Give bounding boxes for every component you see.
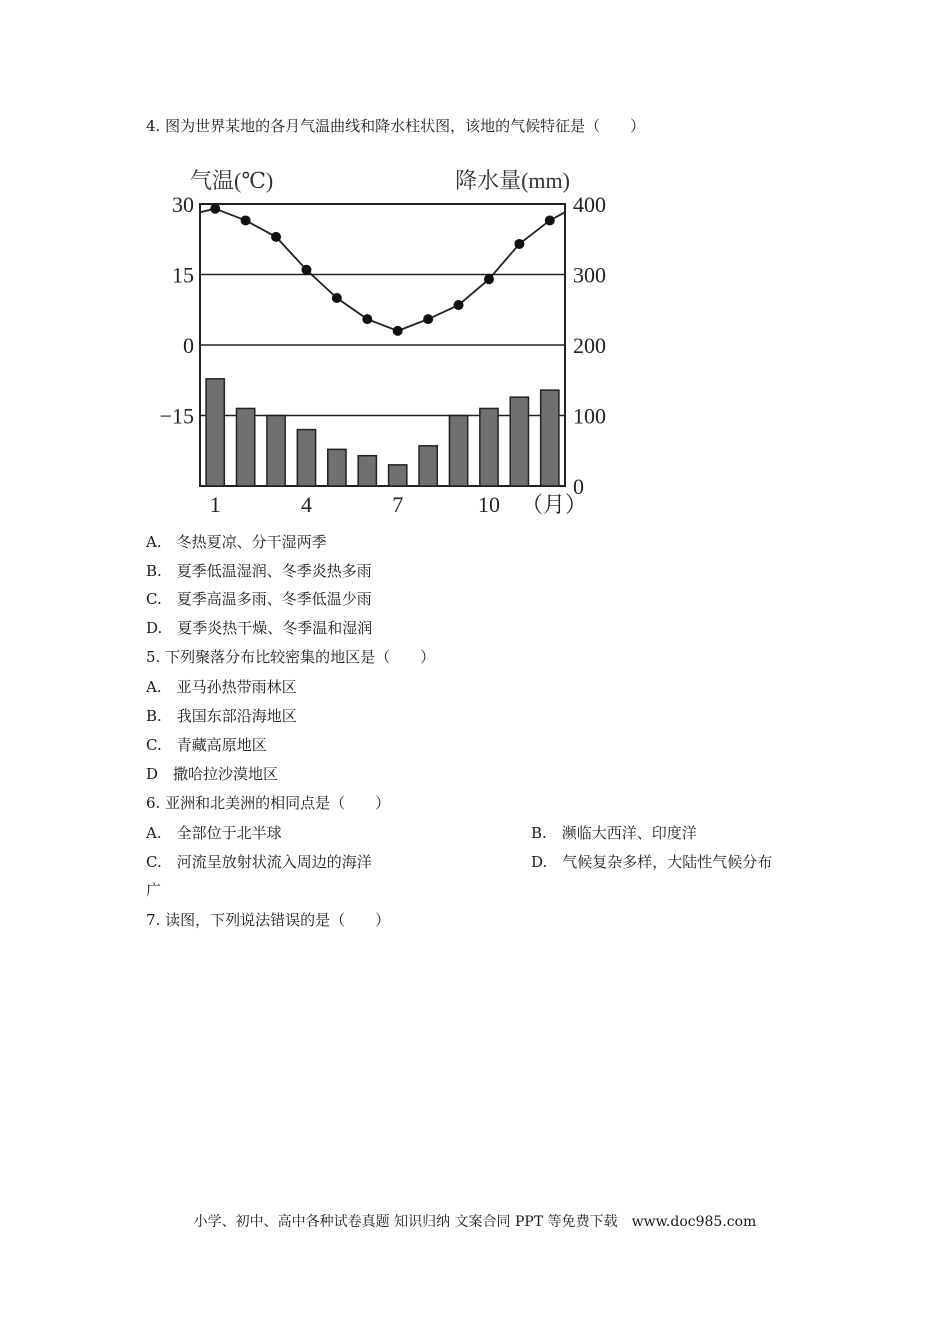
precip-bar-3 — [267, 416, 285, 487]
temp-point-7 — [393, 326, 403, 336]
month-tick-label: 1 — [209, 492, 221, 517]
q5-option-b[interactable]: B. 我国东部沿海地区 — [146, 707, 297, 725]
temp-point-1 — [210, 204, 220, 214]
temp-point-9 — [454, 300, 464, 310]
q4-option-c[interactable]: C. 夏季高温多雨、冬季低温少雨 — [146, 590, 372, 608]
precip-bar-8 — [419, 446, 437, 486]
month-tick-label: 4 — [300, 492, 312, 517]
question-7-stem: 7. 读图，下列说法错误的是（ ） — [146, 911, 391, 929]
right-axis-label: 降水量(mm) — [455, 168, 570, 193]
temperature-line — [200, 209, 565, 331]
month-tick-label: 7 — [392, 492, 404, 517]
q5-option-c[interactable]: C. 青藏高原地区 — [146, 736, 267, 754]
precip-bar-12 — [541, 390, 559, 486]
precip-tick-label: 200 — [573, 333, 606, 358]
q4-option-b[interactable]: B. 夏季低温湿润、冬季炎热多雨 — [146, 562, 372, 580]
precip-tick-label: 0 — [573, 474, 584, 499]
q5-option-d[interactable]: D 撒哈拉沙漠地区 — [146, 765, 279, 783]
q6-option-d[interactable]: D. 气候复杂多样，大陆性气候分布 — [531, 853, 773, 871]
temp-point-3 — [271, 232, 281, 242]
climate-chart — [150, 158, 606, 520]
q6-option-a[interactable]: A. 全部位于北半球 — [146, 824, 282, 842]
temp-point-5 — [332, 293, 342, 303]
x-unit-label: （月） — [520, 492, 587, 517]
temp-point-8 — [423, 314, 433, 324]
precip-bar-1 — [206, 379, 224, 486]
question-5-stem: 5. 下列聚落分布比较密集的地区是（ ） — [146, 648, 436, 666]
precip-bar-2 — [237, 408, 255, 486]
question-4-stem: 4. 图为世界某地的各月气温曲线和降水柱状图，该地的气候特征是（ ） — [146, 117, 646, 135]
precip-tick-label: 300 — [573, 262, 606, 288]
precip-bar-10 — [480, 408, 498, 486]
q5-option-a[interactable]: A. 亚马孙热带雨林区 — [146, 678, 297, 696]
temp-point-11 — [514, 239, 524, 249]
precip-bar-11 — [510, 397, 528, 486]
precip-bar-7 — [389, 465, 407, 486]
month-tick-label: 10 — [477, 492, 500, 517]
precip-bar-4 — [297, 430, 315, 486]
left-axis-label: 气温(℃) — [190, 168, 274, 193]
temp-tick-label: 15 — [172, 262, 194, 288]
q6-option-c[interactable]: C. 河流呈放射状流入周边的海洋 — [146, 853, 372, 871]
precip-tick-label: 400 — [573, 192, 606, 217]
question-6-stem: 6. 亚洲和北美洲的相同点是（ ） — [146, 794, 391, 812]
temp-point-6 — [362, 314, 372, 324]
temp-point-12 — [545, 215, 555, 225]
q6-option-b[interactable]: B. 濒临大西洋、印度洋 — [531, 824, 697, 842]
page-footer: 小学、初中、高中各种试卷真题 知识归纳 文案合同 PPT 等免费下载 www.doc985.com — [193, 1214, 757, 1230]
q4-option-d[interactable]: D. 夏季炎热干燥、冬季温和湿润 — [146, 619, 373, 637]
temp-point-10 — [484, 274, 494, 284]
precip-tick-label: 100 — [573, 403, 606, 429]
temp-point-4 — [301, 265, 311, 275]
temp-tick-label: 30 — [172, 192, 194, 217]
temp-tick-label: 0 — [183, 333, 194, 358]
q6-option-d-wrap: 广 — [146, 881, 162, 899]
precip-bar-9 — [449, 416, 467, 487]
q4-option-a[interactable]: A. 冬热夏凉、分干湿两季 — [146, 533, 327, 551]
temp-tick-label: −15 — [159, 403, 194, 429]
precip-bar-5 — [328, 449, 346, 486]
temp-point-2 — [241, 215, 251, 225]
precip-bar-6 — [358, 456, 376, 486]
